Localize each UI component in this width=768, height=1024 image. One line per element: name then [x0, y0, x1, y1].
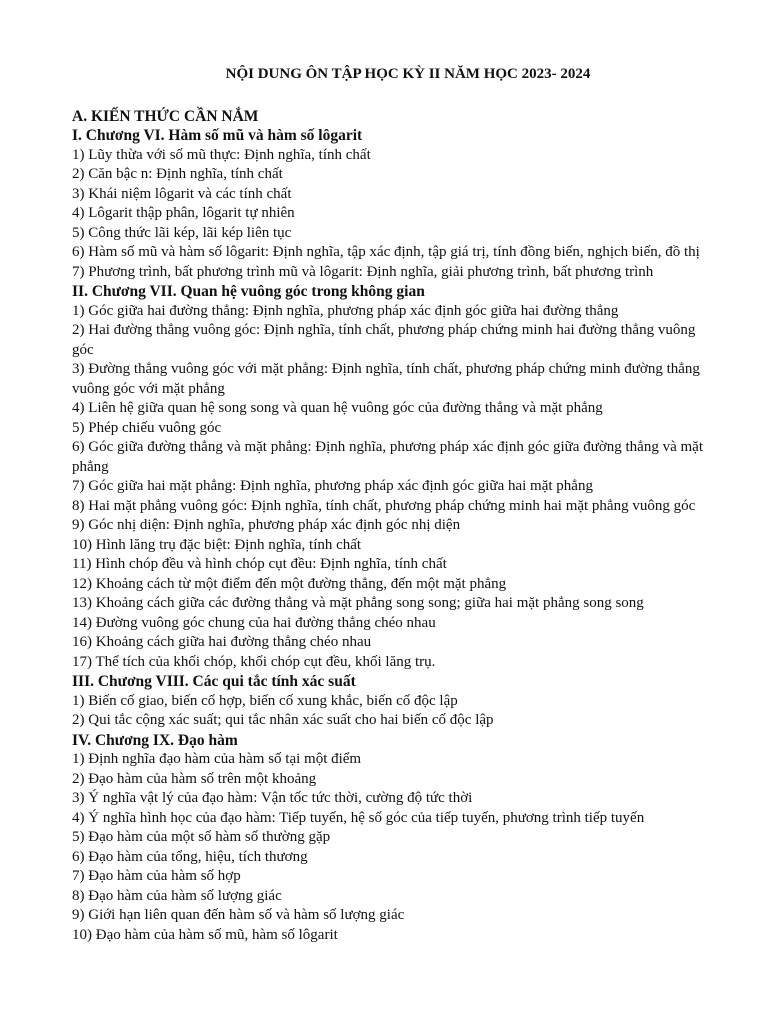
list-item: 5) Công thức lãi kép, lãi kép liên tục — [72, 224, 292, 241]
list-item: 1) Biến cố giao, biến cố hợp, biến cố xung khắc, biến cố độc lập — [72, 692, 458, 709]
chapter-heading: IV. Chương IX. Đạo hàm — [72, 731, 238, 749]
list-item: 9) Giới hạn liên quan đến hàm số và hàm số lượng giác — [72, 907, 405, 923]
chapter-1 — [72, 126, 708, 282]
section-heading-a: A. KIẾN THỨC CẦN NẮM — [72, 108, 259, 125]
list-item: 1) Lũy thừa với số mũ thực: Định nghĩa, tính chất — [72, 146, 371, 163]
list-item: 6) Hàm số mũ và hàm số lôgarit: Định nghĩa, tập xác định, tập giá trị, tính đồng biến, nghịch biến, đồ thị — [72, 244, 700, 260]
list-item: 16) Khoảng cách giữa hai đường thẳng chéo nhau — [72, 634, 372, 650]
list-item: 10) Hình lăng trụ đặc biệt: Định nghĩa, tính chất — [72, 536, 362, 553]
chapter-heading: I. Chương VI. Hàm số mũ và hàm số lôgarit — [72, 127, 363, 144]
list-item: 7) Góc giữa hai mặt phẳng: Định nghĩa, phương pháp xác định góc giữa hai mặt phẳng — [72, 478, 593, 494]
list-item: 4) Liên hệ giữa quan hệ song song và quan hệ vuông góc của đường thẳng và mặt phẳng — [72, 400, 603, 416]
list-item: 12) Khoảng cách từ một điểm đến một đường thẳng, đến một mặt phẳng — [72, 575, 507, 592]
list-item: 3) Đường thẳng vuông góc với mặt phẳng: Định nghĩa, tính chất, phương pháp chứng minh đường thẳng vuông góc với mặt phẳng — [72, 361, 700, 397]
chapter-4 — [72, 731, 708, 946]
list-item: 9) Góc nhị diện: Định nghĩa, phương pháp xác định góc nhị diện — [72, 517, 461, 533]
list-item: 4) Lôgarit thập phân, lôgarit tự nhiên — [72, 205, 295, 221]
list-item: 11) Hình chóp đều và hình chóp cụt đều: Định nghĩa, tính chất — [72, 556, 447, 572]
list-item: 2) Hai đường thẳng vuông góc: Định nghĩa, tính chất, phương pháp chứng minh hai đường thẳng vuông góc — [72, 322, 696, 358]
list-item: 2) Căn bậc n: Định nghĩa, tính chất — [72, 166, 283, 182]
list-item: 2) Đạo hàm của hàm số trên một khoảng — [72, 770, 317, 787]
list-item: 1) Định nghĩa đạo hàm của hàm số tại một điểm — [72, 751, 362, 767]
list-item: 17) Thể tích của khối chóp, khối chóp cụt đều, khối lăng trụ. — [72, 653, 436, 670]
chapter-heading: III. Chương VIII. Các qui tắc tính xác suất — [72, 673, 356, 690]
list-item: 3) Ý nghĩa vật lý của đạo hàm: Vận tốc tức thời, cường độ tức thời — [72, 790, 473, 806]
list-item: 8) Đạo hàm của hàm số lượng giác — [72, 887, 282, 904]
list-item: 10) Đạo hàm của hàm số mũ, hàm số lôgarit — [72, 926, 338, 943]
list-item: 5) Phép chiếu vuông góc — [72, 419, 222, 436]
list-item: 1) Góc giữa hai đường thẳng: Định nghĩa, phương pháp xác định góc giữa hai đường thẳng — [72, 302, 619, 319]
chapter-3 — [72, 672, 708, 731]
list-item: 4) Ý nghĩa hình học của đạo hàm: Tiếp tuyến, hệ số góc của tiếp tuyến, phương trình tiếp tuyến — [72, 809, 645, 826]
list-item: 5) Đạo hàm của một số hàm số thường gặp — [72, 829, 331, 845]
list-item: 6) Góc giữa đường thẳng và mặt phẳng: Định nghĩa, phương pháp xác định góc giữa đường thẳng và mặt phẳng — [72, 439, 703, 475]
list-item: 7) Phương trình, bất phương trình mũ và lôgarit: Định nghĩa, giải phương trình, bất phương trình — [72, 263, 654, 280]
list-item: 3) Khái niệm lôgarit và các tính chất — [72, 185, 292, 202]
list-item: 13) Khoảng cách giữa các đường thẳng và mặt phẳng song song; giữa hai mặt phẳng song song — [72, 595, 644, 611]
list-item: 2) Qui tắc cộng xác suất; qui tắc nhân xác suất cho hai biến cố độc lập — [72, 712, 494, 728]
list-item: 8) Hai mặt phẳng vuông góc: Định nghĩa, tính chất, phương pháp chứng minh hai mặt phẳng vuông góc — [72, 497, 696, 514]
list-item: 14) Đường vuông góc chung của hai đường thẳng chéo nhau — [72, 614, 436, 631]
chapter-2 — [72, 282, 708, 672]
list-item: 7) Đạo hàm của hàm số hợp — [72, 868, 241, 884]
chapter-heading: II. Chương VII. Quan hệ vuông góc trong không gian — [72, 283, 425, 300]
document-title: NỘI DUNG ÔN TẬP HỌC KỲ II NĂM HỌC 2023- 2024 — [225, 66, 591, 82]
list-item: 6) Đạo hàm của tổng, hiệu, tích thương — [72, 848, 308, 865]
